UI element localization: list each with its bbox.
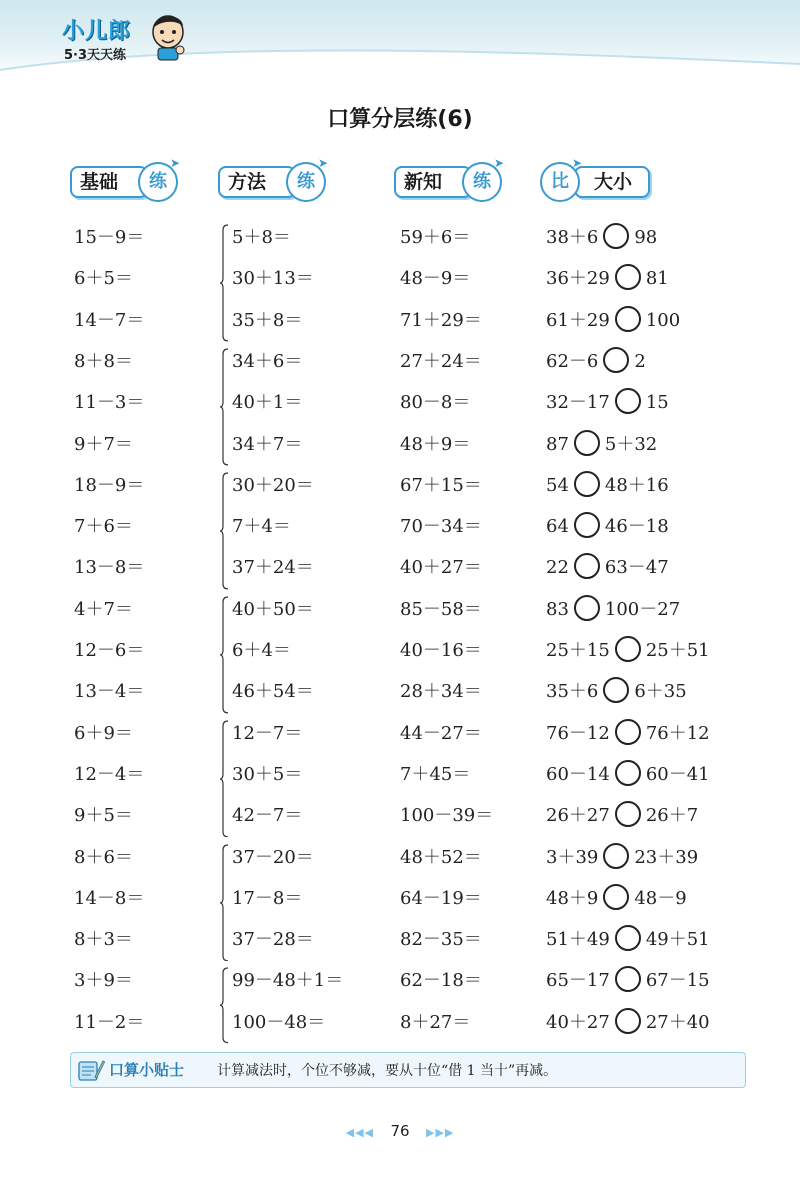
new-problem: 100－39＝	[400, 805, 494, 827]
group-brace-icon	[220, 596, 230, 714]
compare-problem	[546, 550, 669, 586]
compare-right-expression: 27＋40	[645, 1011, 710, 1033]
new-problem: 59＋6＝	[400, 227, 471, 248]
new-problem: 70－34＝	[400, 516, 482, 538]
mascot-boy-icon	[146, 10, 190, 62]
practice-badge-text: 练	[297, 171, 315, 192]
group-brace-icon	[220, 844, 230, 962]
compare-left-expression: 32－17	[546, 392, 610, 414]
compare-answer-circle[interactable]	[574, 430, 600, 456]
method-problem: 42－7＝	[232, 805, 303, 827]
method-problem: 12－7＝	[232, 722, 303, 744]
compare-left-expression: 61＋29	[546, 309, 610, 331]
method-problem: 99－48＋1＝	[232, 970, 344, 992]
compare-left-expression: 36＋29	[546, 268, 610, 290]
compare-answer-circle[interactable]	[615, 760, 641, 786]
logo-subtitle: 5·3天天练	[64, 48, 127, 63]
group-brace-icon	[220, 224, 230, 342]
basic-problem: 11－3＝	[74, 392, 145, 414]
method-problem: 6＋4＝	[232, 640, 291, 661]
section-compare-label: 大小	[574, 166, 650, 198]
group-brace-icon	[220, 720, 230, 838]
practice-badge-icon	[138, 156, 180, 202]
cycle-arrow-icon: ➤	[493, 156, 504, 170]
compare-right-expression: 23＋39	[634, 846, 699, 868]
compare-left-expression: 3＋39	[546, 846, 599, 868]
method-problem: 37－20＝	[232, 846, 314, 868]
new-problem: 40＋27＝	[400, 557, 482, 579]
basic-problem: 13－4＝	[74, 681, 145, 703]
compare-answer-circle[interactable]	[615, 925, 641, 951]
method-problem: 37＋24＝	[232, 557, 314, 579]
method-problem: 30＋5＝	[232, 763, 303, 785]
group-brace-icon	[220, 348, 230, 466]
compare-problem	[546, 385, 669, 421]
basic-problem: 15－9＝	[74, 227, 145, 248]
nav-right-arrows-icon: ▶▶▶	[426, 1126, 455, 1139]
section-new-heading	[394, 156, 514, 202]
tip-text: 计算减法时，个位不够减，要从十位“借 1 当十”再减。	[217, 1063, 558, 1079]
compare-right-expression: 48＋16	[604, 474, 669, 496]
compare-left-expression: 65－17	[546, 970, 610, 992]
compare-problem	[546, 716, 710, 752]
new-problem: 28＋34＝	[400, 681, 482, 703]
compare-left-expression: 87	[546, 433, 569, 455]
nav-left-arrows-icon: ◀◀◀	[345, 1126, 374, 1139]
compare-right-expression: 6＋35	[634, 681, 687, 703]
method-problem: 40＋50＝	[232, 598, 314, 620]
method-problem: 37－28＝	[232, 929, 314, 951]
compare-right-expression: 49＋51	[645, 929, 710, 951]
compare-right-expression: 67－15	[645, 970, 710, 992]
compare-right-expression: 15	[645, 392, 669, 414]
new-problem: 48－9＝	[400, 268, 471, 290]
compare-left-expression: 22	[546, 557, 569, 579]
basic-problem: 12－4＝	[74, 763, 145, 785]
method-problem: 40＋1＝	[232, 392, 303, 414]
basic-problem: 13－8＝	[74, 557, 145, 579]
notebook-pencil-icon	[77, 1057, 105, 1083]
basic-problem: 9＋7＝	[74, 433, 133, 455]
basic-problem: 8＋8＝	[74, 350, 133, 372]
basic-problem: 11－2＝	[74, 1011, 145, 1033]
practice-badge-text: 练	[149, 171, 167, 192]
method-problem: 7＋4＝	[232, 516, 291, 538]
new-problem: 8＋27＝	[400, 1011, 471, 1033]
new-problem: 48＋52＝	[400, 846, 482, 868]
compare-problem	[546, 881, 687, 917]
compare-answer-circle[interactable]	[603, 843, 629, 869]
compare-right-expression: 60－41	[645, 763, 710, 785]
basic-problem: 6＋9＝	[74, 722, 133, 744]
compare-problem	[546, 509, 669, 545]
compare-answer-circle[interactable]	[615, 719, 641, 745]
compare-problem	[546, 468, 669, 504]
compare-problem	[546, 963, 710, 999]
section-basic-heading	[70, 156, 190, 202]
compare-problem	[546, 840, 698, 876]
compare-left-expression: 25＋15	[546, 640, 610, 661]
basic-problem: 8＋3＝	[74, 929, 133, 951]
compare-right-expression: 98	[634, 227, 658, 248]
basic-problem: 9＋5＝	[74, 805, 133, 827]
compare-problem	[546, 220, 657, 256]
compare-right-expression: 5＋32	[604, 433, 658, 455]
compare-right-expression: 100－27	[604, 598, 681, 620]
compare-answer-circle[interactable]	[615, 264, 641, 290]
method-problem: 46＋54＝	[232, 681, 314, 703]
compare-problem	[546, 261, 669, 297]
compare-answer-circle[interactable]	[615, 306, 641, 332]
new-problem: 48＋9＝	[400, 433, 471, 455]
basic-problem: 14－7＝	[74, 309, 145, 331]
new-problem: 40－16＝	[400, 640, 482, 661]
compare-right-expression: 2	[634, 350, 646, 372]
method-problem: 5＋8＝	[232, 227, 291, 248]
compare-right-expression: 48－9	[634, 887, 687, 909]
compare-left-expression: 38＋6	[546, 227, 599, 248]
compare-answer-circle[interactable]	[615, 966, 641, 992]
compare-problem	[546, 344, 646, 380]
compare-answer-circle[interactable]	[603, 223, 629, 249]
method-problem: 30＋13＝	[232, 268, 314, 290]
new-problem: 80－8＝	[400, 392, 471, 414]
compare-left-expression: 51＋49	[546, 929, 610, 951]
compare-answer-circle[interactable]	[574, 471, 600, 497]
basic-problem: 8＋6＝	[74, 846, 133, 868]
basic-problem: 7＋6＝	[74, 516, 133, 538]
method-problem: 100－48＝	[232, 1011, 326, 1033]
compare-left-expression: 83	[546, 598, 569, 620]
group-brace-icon	[220, 967, 230, 1044]
compare-answer-circle[interactable]	[615, 388, 641, 414]
new-problem: 67＋15＝	[400, 474, 482, 496]
cycle-arrow-icon: ➤	[169, 156, 180, 170]
compare-badge-icon	[540, 156, 582, 202]
compare-answer-circle[interactable]	[603, 884, 629, 910]
tip-bar	[70, 1052, 746, 1088]
method-problem: 30＋20＝	[232, 474, 314, 496]
compare-answer-circle[interactable]	[574, 553, 600, 579]
new-problem: 82－35＝	[400, 929, 482, 951]
section-compare-heading	[540, 156, 660, 202]
section-new-label: 新知	[394, 166, 472, 198]
practice-badge-text: 练	[473, 171, 491, 192]
new-problem: 27＋24＝	[400, 350, 482, 372]
compare-problem	[546, 633, 710, 669]
basic-problem: 4＋7＝	[74, 598, 133, 620]
tip-label: 口算小贴士	[109, 1061, 185, 1079]
method-problem: 34＋7＝	[232, 433, 303, 455]
compare-answer-circle[interactable]	[615, 801, 641, 827]
compare-badge-text: 比	[551, 171, 569, 192]
cycle-arrow-icon: ➤	[571, 156, 582, 170]
compare-right-expression: 25＋51	[645, 640, 710, 661]
method-problem: 35＋8＝	[232, 309, 303, 331]
basic-problem: 14－8＝	[74, 887, 145, 909]
method-problem: 17－8＝	[232, 887, 303, 909]
compare-right-expression: 63－47	[604, 557, 669, 579]
compare-left-expression: 60－14	[546, 763, 610, 785]
compare-right-expression: 81	[645, 268, 669, 290]
method-problem: 34＋6＝	[232, 350, 303, 372]
compare-problem	[546, 798, 698, 834]
section-basic-label: 基础	[70, 166, 148, 198]
compare-problem	[546, 922, 710, 958]
page-title: 口算分层练(6)	[327, 107, 473, 132]
compare-answer-circle[interactable]	[615, 1008, 641, 1034]
new-problem: 85－58＝	[400, 598, 482, 620]
compare-left-expression: 48＋9	[546, 887, 599, 909]
basic-problem: 6＋5＝	[74, 268, 133, 290]
practice-badge-icon	[286, 156, 328, 202]
new-problem: 62－18＝	[400, 970, 482, 992]
compare-right-expression: 76＋12	[645, 722, 710, 744]
compare-problem	[546, 674, 687, 710]
new-problem: 7＋45＝	[400, 763, 471, 785]
page-footer	[0, 1122, 800, 1140]
compare-right-expression: 100	[645, 309, 681, 331]
compare-answer-circle[interactable]	[615, 636, 641, 662]
practice-badge-icon	[462, 156, 504, 202]
compare-answer-circle[interactable]	[574, 595, 600, 621]
section-method-heading	[218, 156, 338, 202]
new-problem: 44－27＝	[400, 722, 482, 744]
new-problem: 71＋29＝	[400, 309, 482, 331]
basic-problem: 18－9＝	[74, 474, 145, 496]
compare-problem	[546, 592, 680, 628]
compare-left-expression: 40＋27	[546, 1011, 610, 1033]
compare-problem	[546, 1005, 710, 1041]
compare-answer-circle[interactable]	[603, 347, 629, 373]
compare-left-expression: 35＋6	[546, 681, 599, 703]
page-number: 76	[390, 1122, 410, 1140]
compare-left-expression: 76－12	[546, 722, 610, 744]
section-method-label: 方法	[218, 166, 296, 198]
compare-answer-circle[interactable]	[574, 512, 600, 538]
compare-left-expression: 26＋27	[546, 805, 610, 827]
basic-problem: 12－6＝	[74, 640, 145, 661]
group-brace-icon	[220, 472, 230, 590]
basic-problem: 3＋9＝	[74, 970, 133, 992]
compare-problem	[546, 757, 710, 793]
compare-right-expression: 46－18	[604, 516, 669, 538]
compare-left-expression: 64	[546, 516, 569, 538]
compare-right-expression: 26＋7	[645, 805, 699, 827]
cycle-arrow-icon: ➤	[317, 156, 328, 170]
compare-left-expression: 54	[546, 474, 569, 496]
brand-logo	[62, 14, 202, 74]
new-problem: 64－19＝	[400, 887, 482, 909]
compare-problem	[546, 303, 680, 339]
logo-title: 小儿郎	[62, 19, 132, 44]
compare-problem	[546, 427, 657, 463]
compare-left-expression: 62－6	[546, 350, 599, 372]
compare-answer-circle[interactable]	[603, 677, 629, 703]
